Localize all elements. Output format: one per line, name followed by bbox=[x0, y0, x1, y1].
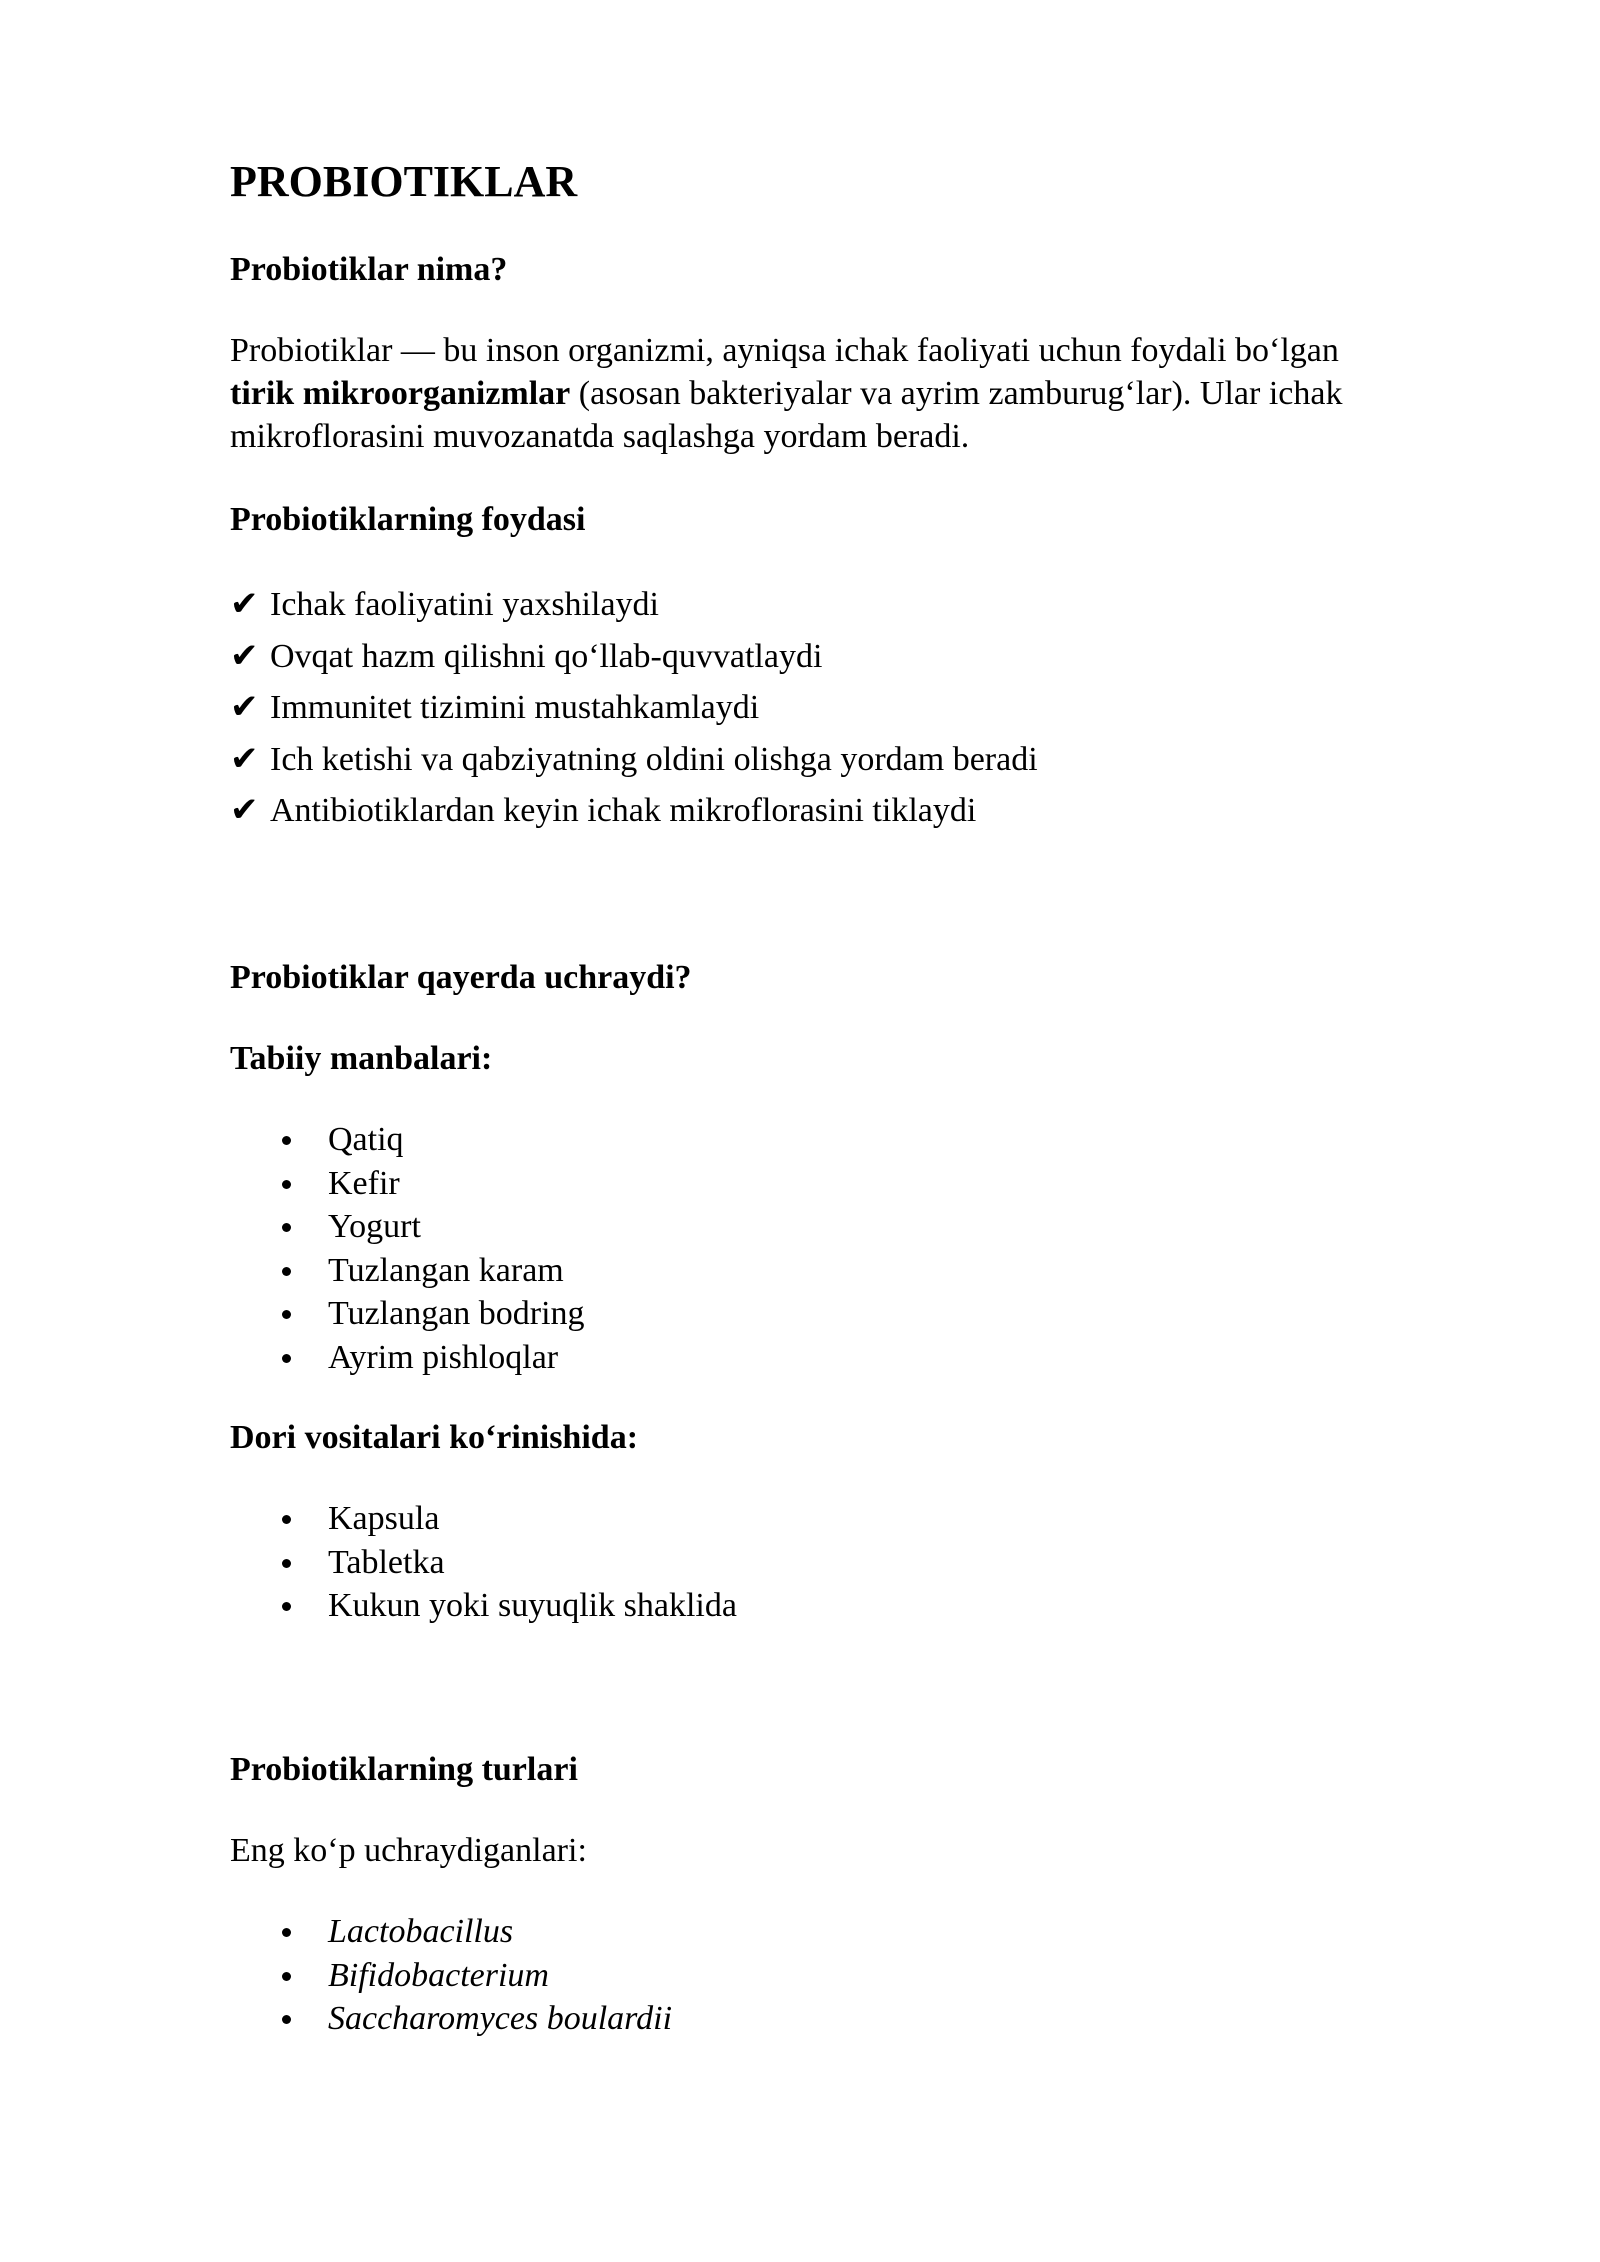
list-item bbox=[230, 734, 1038, 786]
bullet-icon bbox=[282, 1602, 291, 1611]
list-item-text: Lactobacillus bbox=[328, 1913, 514, 1950]
list-item bbox=[230, 1205, 585, 1249]
list-item-text: Kefir bbox=[328, 1164, 400, 1202]
list-item-text: Bifidobacterium bbox=[328, 1956, 549, 1994]
list-item-text: Ayrim pishloqlar bbox=[328, 1338, 559, 1376]
benefit-text: Ich ketishi va qabziyatning oldini olishga yordam beradi bbox=[270, 740, 1038, 778]
check-icon: ✔ bbox=[230, 586, 259, 623]
list-item bbox=[230, 579, 1038, 631]
heading-types: Probiotiklarning turlari bbox=[230, 1751, 578, 1788]
list-item bbox=[230, 1249, 585, 1293]
bullet-icon bbox=[282, 1223, 291, 1232]
bullet-icon bbox=[282, 1354, 291, 1363]
types-list bbox=[230, 1910, 672, 2041]
heading-what-are-probiotics: Probiotiklar nima? bbox=[230, 251, 508, 288]
page-title: PROBIOTIKLAR bbox=[230, 157, 578, 206]
list-item-text: Qatiq bbox=[328, 1121, 404, 1158]
bullet-icon bbox=[282, 1928, 291, 1937]
list-item bbox=[230, 1584, 737, 1628]
types-intro: Eng ko‘p uchraydiganlari: bbox=[230, 1832, 587, 1869]
intro-paragraph bbox=[230, 329, 1480, 458]
list-item bbox=[230, 1162, 585, 1206]
bullet-icon bbox=[282, 1136, 291, 1145]
natural-sources-list bbox=[230, 1118, 585, 1379]
heading-benefits: Probiotiklarning foydasi bbox=[230, 501, 586, 538]
list-item-text: Tuzlangan bodring bbox=[328, 1295, 585, 1332]
list-item-text: Kapsula bbox=[328, 1500, 440, 1537]
list-item-text: Tuzlangan karam bbox=[328, 1251, 564, 1289]
benefit-text: Antibiotiklardan keyin ichak mikroflorasini tiklaydi bbox=[270, 792, 977, 829]
heading-medicine-forms: Dori vositalari ko‘rinishida: bbox=[230, 1419, 639, 1456]
bullet-icon bbox=[282, 1515, 291, 1524]
bullet-icon bbox=[282, 1267, 291, 1276]
bullet-icon bbox=[282, 1559, 291, 1568]
bullet-icon bbox=[282, 1310, 291, 1319]
bullet-icon bbox=[282, 1972, 291, 1981]
intro-line-2: (asosan bakteriyalar va ayrim zamburug‘lar). Ular ichak bbox=[570, 375, 1343, 412]
intro-line-3: mikroflorasini muvozanatda saqlashga yordam beradi. bbox=[230, 418, 970, 455]
check-icon: ✔ bbox=[230, 792, 259, 829]
list-item bbox=[230, 1910, 672, 1954]
list-item-text: Yogurt bbox=[328, 1208, 421, 1245]
list-item-text: Saccharomyces boulardii bbox=[328, 2000, 673, 2037]
bullet-icon bbox=[282, 1180, 291, 1189]
list-item bbox=[230, 1497, 737, 1541]
check-icon: ✔ bbox=[230, 637, 259, 675]
list-item bbox=[230, 631, 1038, 683]
check-icon: ✔ bbox=[230, 740, 259, 778]
list-item bbox=[230, 1541, 737, 1585]
list-item bbox=[230, 1997, 672, 2041]
list-item bbox=[230, 1118, 585, 1162]
benefits-list bbox=[230, 579, 1038, 837]
medicine-forms-list bbox=[230, 1497, 737, 1628]
benefit-text: Immunitet tizimini mustahkamlaydi bbox=[270, 689, 760, 726]
list-item bbox=[230, 1954, 672, 1998]
list-item bbox=[230, 785, 1038, 837]
heading-where-found: Probiotiklar qayerda uchraydi? bbox=[230, 959, 692, 996]
benefit-text: Ovqat hazm qilishni qo‘llab-quvvatlaydi bbox=[270, 637, 823, 675]
heading-natural-sources: Tabiiy manbalari: bbox=[230, 1040, 493, 1077]
intro-line-1: Probiotiklar — bu inson organizmi, ayniqsa ichak faoliyati uchun foydali bo‘lgan bbox=[230, 332, 1339, 369]
benefit-text: Ichak faoliyatini yaxshilaydi bbox=[270, 586, 659, 623]
list-item bbox=[230, 1336, 585, 1380]
check-icon: ✔ bbox=[230, 689, 259, 726]
intro-bold-term: tirik mikroorganizmlar bbox=[230, 375, 571, 412]
list-item bbox=[230, 682, 1038, 734]
bullet-icon bbox=[282, 2015, 291, 2024]
list-item bbox=[230, 1292, 585, 1336]
list-item-text: Tabletka bbox=[328, 1543, 445, 1581]
list-item-text: Kukun yoki suyuqlik shaklida bbox=[328, 1587, 737, 1624]
